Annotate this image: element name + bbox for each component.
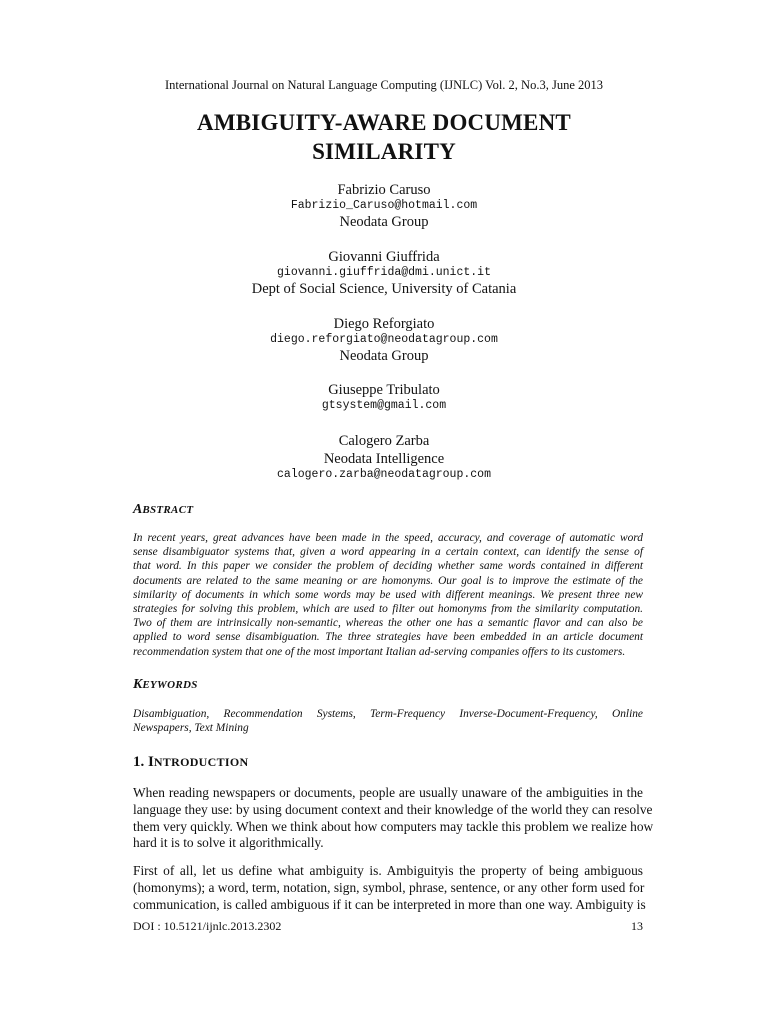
paper-title: [0, 108, 768, 166]
author-affiliation: Dept of Social Science, University of Catania: [251, 281, 517, 297]
title-line-2: SIMILARITY: [312, 139, 456, 164]
abstract-line: sense disambiguator systems that, given a word appearing in a certain context, can identify the sense of: [133, 546, 643, 559]
keywords-line: Disambiguation, Recommendation Systems, Term-Frequency Inverse-Document-Frequency, Online: [133, 708, 643, 720]
intro-paragraph-1: [133, 785, 654, 852]
abstract-line: similarity of documents in which some words may be used with different meanings. We present three new: [133, 588, 643, 601]
author-block: [0, 315, 768, 365]
keywords-text: [133, 707, 643, 735]
author-affiliation: Neodata Group: [339, 214, 429, 230]
title-line-1: AMBIGUITY-AWARE DOCUMENT: [197, 110, 571, 135]
author-email: gtsystem@gmail.com: [321, 399, 447, 412]
abstract-line: recommendation system that one of the most important Italian ad-serving companies offers to its customers.: [133, 645, 626, 658]
author-block: [0, 432, 768, 482]
author-block: [0, 381, 768, 413]
abstract-line: In recent years, great advances have been made in the speed, accuracy, and coverage of automatic word: [133, 532, 643, 544]
body-line: (homonyms); a word, term, notation, sign, symbol, phrase, sentence, or any other form used for: [133, 879, 645, 895]
author-email: diego.reforgiato@neodatagroup.com: [270, 333, 498, 346]
journal-header: International Journal on Natural Language Computing (IJNLC) Vol. 2, No.3, June 2013: [164, 78, 603, 92]
author-name: Calogero Zarba: [338, 433, 430, 449]
abstract-line: applied to word sense disambiguation. The three strategies have been embedded in an article document: [133, 631, 643, 644]
author-affiliation: Neodata Intelligence: [323, 451, 445, 467]
body-line: First of all, let us define what ambiguity is. Ambiguityis the property of being ambiguous: [133, 863, 643, 878]
abstract-line: Two of them are intrinsically non-semantic, whereas the other one has a semantic flavor and can also be: [133, 617, 643, 630]
keywords-line: Newspapers, Text Mining: [133, 722, 249, 735]
author-name: Diego Reforgiato: [333, 316, 435, 332]
introduction-heading: 1. INTRODUCTION: [133, 754, 249, 770]
abstract-line: documents are related to the same meaning or are homonyms. Our goal is to improve the estimate of the: [133, 574, 643, 587]
author-email: giovanni.giuffrida@dmi.unict.it: [277, 266, 491, 279]
intro-paragraph-2: [133, 863, 646, 913]
author-name: Fabrizio Caruso: [337, 182, 431, 198]
author-affiliation: Neodata Group: [339, 348, 429, 364]
author-name: Giuseppe Tribulato: [328, 382, 440, 398]
author-email: Fabrizio_Caruso@hotmail.com: [290, 199, 478, 212]
abstract-heading: ABSTRACT: [133, 502, 194, 517]
abstract-line: strategies for solving this problem, which are used to filter out homonyms from the similarity computation.: [133, 603, 643, 616]
body-line: hard it is to solve it algorithmically.: [133, 835, 324, 851]
body-line: When reading newspapers or documents, people are usually unaware of the ambiguities in the: [133, 785, 643, 800]
abstract-text: [133, 531, 643, 659]
author-block: [0, 248, 768, 298]
doi-text: DOI : 10.5121/ijnlc.2013.2302: [133, 919, 282, 933]
abstract-line: that word. In this paper we consider the problem of deciding whether same words contained in different: [133, 560, 643, 573]
author-email: calogero.zarba@neodatagroup.com: [277, 468, 491, 481]
keywords-heading: KEYWORDS: [133, 677, 198, 692]
body-line: communication, is called ambiguous if it can be interpreted in more than one way. Ambiguity is: [133, 896, 646, 912]
author-name: Giovanni Giuffrida: [328, 249, 440, 265]
page-number: 13: [631, 919, 643, 933]
body-line: them very quickly. When we think about how computers may tackle this problem we realize how: [133, 818, 654, 834]
author-block: [0, 181, 768, 231]
body-line: language they use: by using document context and their knowledge of the world they can resolve: [133, 801, 653, 817]
